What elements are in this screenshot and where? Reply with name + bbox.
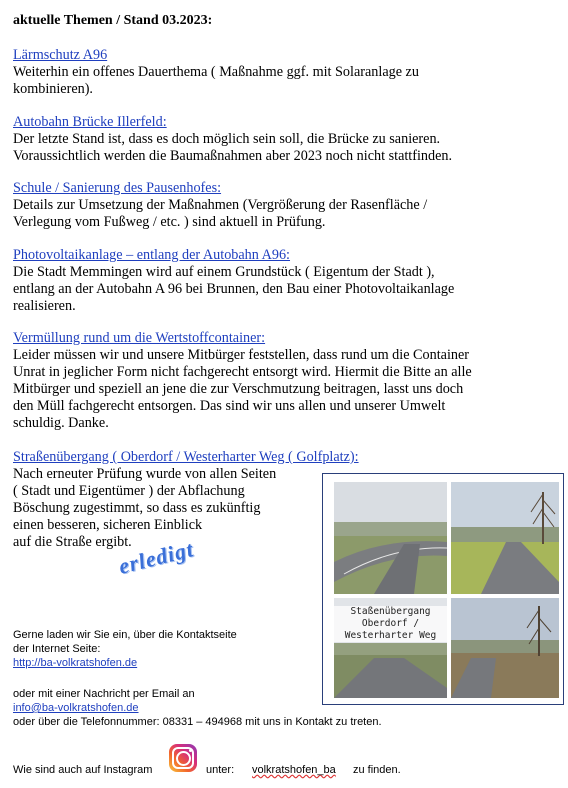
section-text-line: schuldig. Danke. xyxy=(13,415,109,431)
section-text-line: Details zur Umsetzung der Maßnahmen (Vergrößerung der Rasenfläche / xyxy=(13,197,428,213)
section-text-line: realisieren. xyxy=(13,298,76,314)
section-text-line: Nach erneuter Prüfung wurde von allen Seiten xyxy=(13,466,277,482)
section-text-line: Die Stadt Memmingen wird auf einem Grundstück ( Eigentum der Stadt ), xyxy=(13,264,435,280)
section-text-line: Weiterhin ein offenes Dauerthema ( Maßnahme ggf. mit Solaranlage zu xyxy=(13,64,419,80)
contact-line: der Internet Seite: xyxy=(13,643,101,655)
instagram-icon[interactable] xyxy=(169,744,197,772)
website-link[interactable]: http://ba-volkratshofen.de xyxy=(13,657,138,669)
erledigt-stamp: erledigt xyxy=(115,536,197,579)
instagram-middle: unter: xyxy=(206,764,235,776)
instagram-prefix: Wie sind auch auf Instagram xyxy=(13,764,153,776)
page-title: aktuelle Themen / Stand 03.2023: xyxy=(13,13,213,28)
section-text-line: ( Stadt und Eigentümer ) der Abflachung xyxy=(13,483,245,499)
caption-line: Westerharter Weg xyxy=(344,630,437,641)
photo-road-tl xyxy=(334,482,447,594)
caption-line: Staßenübergang xyxy=(350,606,431,617)
contact-line: oder über die Telefonnummer: 08331 – 494968 mit uns in Kontakt zu treten. xyxy=(13,716,382,728)
section-text-line: Leider müssen wir und unsere Mitbürger feststellen, dass rund um die Container xyxy=(13,347,470,363)
photo-road-br xyxy=(451,598,559,698)
section-text-line: Verlegung vom Fußweg / etc. ) sind aktuell in Prüfung. xyxy=(13,214,326,230)
section-text-line: Mitbürger und speziell an jene die zur Verschmutzung beitragen, lasst uns doch xyxy=(13,381,464,397)
section-text-line: kombinieren). xyxy=(13,81,93,97)
section-heading: Schule / Sanierung des Pausenhofes: xyxy=(13,180,222,196)
contact-line: oder mit einer Nachricht per Email an xyxy=(13,688,195,700)
photo-road-bl xyxy=(334,598,447,698)
caption-line: Oberdorf / xyxy=(361,618,420,629)
section-autobahn-bruecke xyxy=(13,114,533,165)
section-text-line: auf die Straße ergibt. xyxy=(13,534,132,550)
photo-collage xyxy=(322,473,564,705)
contact-line: Gerne laden wir Sie ein, über die Kontaktseite xyxy=(13,629,237,641)
section-text-line: entlang an der Autobahn A 96 bei Brunnen, den Bau einer Photovoltaikanlage xyxy=(13,281,455,297)
section-schule xyxy=(13,180,533,231)
section-vermuellung xyxy=(13,330,533,432)
instagram-suffix: zu finden. xyxy=(353,764,401,776)
instagram-handle[interactable]: volkratshofen_ba xyxy=(252,764,336,776)
section-photovoltaik xyxy=(13,247,533,315)
section-laermschutz xyxy=(13,47,533,98)
section-text-line: Voraussichtlich werden die Baumaßnahmen aber 2023 noch nicht stattfinden. xyxy=(13,148,453,164)
section-text-line: Der letzte Stand ist, dass es doch möglich sein soll, die Brücke zu sanieren. xyxy=(13,131,441,147)
photo-road-tr xyxy=(451,482,559,594)
section-heading: Straßenübergang ( Oberdorf / Westerharter Weg ( Golfplatz): xyxy=(13,449,359,465)
photo-caption xyxy=(334,606,447,642)
instagram-icon-lens xyxy=(176,751,191,766)
section-text-line: einen besseren, sicheren Einblick xyxy=(13,517,203,533)
section-text-line: Unrat in jeglicher Form nicht fachgerecht entsorgt wird. Hiermit die Bitte an alle xyxy=(13,364,472,380)
section-heading: Autobahn Brücke Illerfeld: xyxy=(13,114,167,130)
section-text-line: den Müll fachgerecht entsorgen. Das sind wir uns allen und unserer Umwelt xyxy=(13,398,446,414)
section-heading: Lärmschutz A96 xyxy=(13,47,108,63)
section-text-line: Böschung zugestimmt, so dass es zukünftig xyxy=(13,500,261,516)
instagram-icon-dot xyxy=(189,749,192,752)
section-heading: Vermüllung rund um die Wertstoffcontainer: xyxy=(13,330,266,346)
section-heading: Photovoltaikanlage – entlang der Autobahn A96: xyxy=(13,247,291,263)
email-link[interactable]: info@ba-volkratshofen.de xyxy=(13,702,139,714)
